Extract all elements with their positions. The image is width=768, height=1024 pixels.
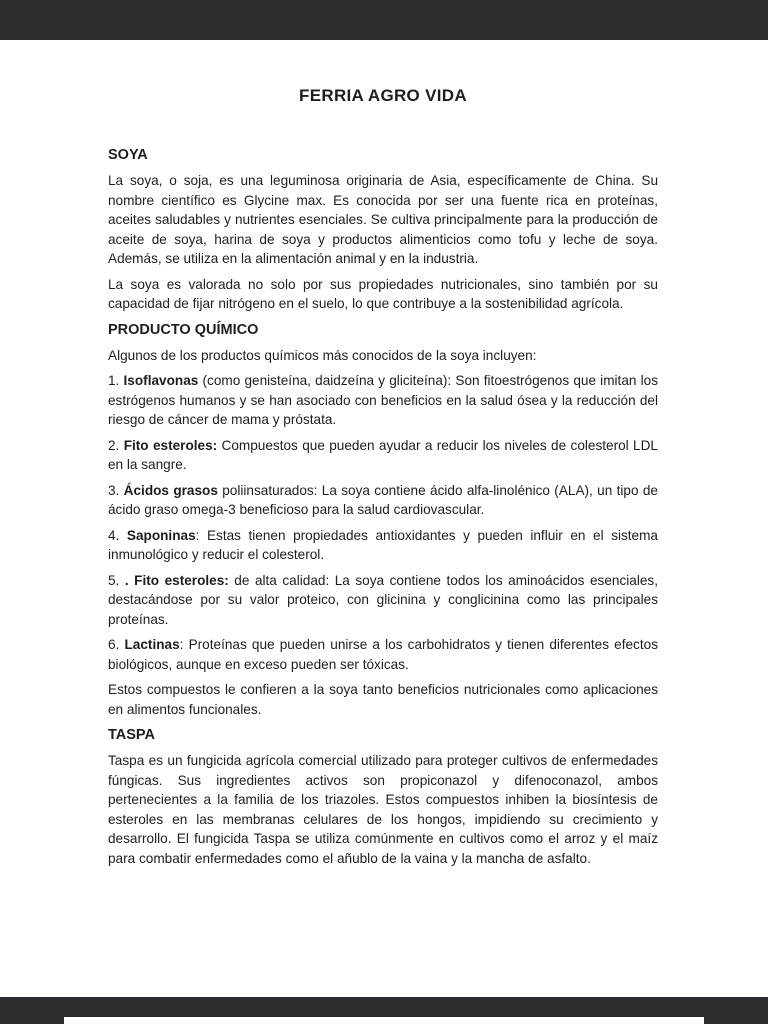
paragraph-text: 6. xyxy=(108,637,125,652)
paragraph-text: Estos compuestos le confieren a la soya tanto beneficios nutricionales como aplicaciones en alimentos funcionales. xyxy=(108,682,658,717)
paragraph-text: 1. xyxy=(108,373,124,388)
viewer-chrome-top xyxy=(0,0,768,40)
paragraph-text: 2. xyxy=(108,437,124,453)
paragraph xyxy=(108,346,658,366)
paragraph-text: (como genisteína, daidzeína y gliciteína): Son fitoestrógenos que imitan los estrógenos humanos y se han asociado con beneficios en la salud ósea y la reducción del riesgo de cáncer de mama y próstata. xyxy=(108,373,658,427)
paragraph-bold-text: Lactinas xyxy=(124,637,180,652)
paragraph-bold-text: Fito esteroles: xyxy=(123,437,218,453)
paragraph-bold-text: . Fito esteroles: xyxy=(124,572,229,588)
document-body xyxy=(108,145,658,868)
section-heading: TASPA xyxy=(108,727,155,743)
section-heading: PRODUCTO QUÍMICO xyxy=(108,321,259,338)
paragraph xyxy=(108,751,658,868)
paragraph xyxy=(108,275,658,314)
paragraph-text: poliinsaturados: La soya contiene ácido alfa-linolénico (ALA), un tipo de ácido graso omega-3 beneficioso para la salud cardiovascular. xyxy=(108,482,658,517)
paragraph-bold-text: Ácidos grasos xyxy=(123,482,218,498)
paragraph xyxy=(108,481,658,520)
section-heading: SOYA xyxy=(108,147,148,163)
paragraph-text: Compuestos que pueden ayudar a reducir los niveles de colesterol LDL en la sangre. xyxy=(108,437,658,472)
paragraph-text: : Proteínas que pueden unirse a los carbohidratos y tienen diferentes efectos biológicos, aunque en exceso pueden ser tóxicas. xyxy=(108,637,658,672)
paragraph xyxy=(108,680,658,719)
paragraph-bold-text: Saponinas xyxy=(126,527,196,543)
document-title-block xyxy=(108,85,658,106)
next-page-edge xyxy=(64,1017,704,1024)
paragraph-text: Taspa es un fungicida agrícola comercial utilizado para proteger cultivos de enfermedades fúngicas. Sus ingredientes activos son propiconazol y difenoconazol, ambos pertenecientes a la familia de los triazoles. Estos compuestos inhiben la biosíntesis de esteroles en las membranas celulares de los hongos, impidiendo su crecimiento y desarrollo. El fungicida Taspa se utiliza comúnmente en cultivos como el arroz y el maíz para combatir enfermedades como el añublo de la vaina y la mancha de asfalto. xyxy=(108,753,658,866)
paragraph xyxy=(108,526,658,565)
paragraph-text: : Estas tienen propiedades antioxidantes y pueden influir en el sistema inmunológico y reducir el colesterol. xyxy=(108,527,658,562)
paragraph-text: 3. xyxy=(108,482,124,498)
paragraph xyxy=(108,371,658,430)
document-page xyxy=(0,40,768,997)
paragraph-text: Algunos de los productos químicos más conocidos de la soya incluyen: xyxy=(108,347,537,363)
paragraph xyxy=(108,571,658,630)
paragraph-text: La soya es valorada no solo por sus propiedades nutricionales, sino también por su capacidad de fijar nitrógeno en el suelo, lo que contribuye a la sostenibilidad agrícola. xyxy=(108,276,658,311)
paragraph-text: 4. xyxy=(108,527,127,543)
paragraph-text: La soya, o soja, es una leguminosa originaria de Asia, específicamente de China. Su nombre científico es Glycine max. Es conocida por ser una fuente rica en proteínas, aceites saludables y nutrientes esenciales. Se cultiva principalmente para la producción de aceite de soya, harina de soya y productos alimenticios como tofu y leche de soya. Además, se utiliza en la alimentación animal y en la industria. xyxy=(108,173,658,266)
paragraph xyxy=(108,635,658,674)
paragraph-bold-text: Isoflavonas xyxy=(123,373,199,388)
paragraph-text: de alta calidad: La soya contiene todos los aminoácidos esenciales, destacándose por su valor proteico, con glicinina y conglicinina como las principales proteínas. xyxy=(108,572,658,627)
paragraph-text: 5. xyxy=(108,572,125,588)
paragraph xyxy=(108,436,658,475)
paragraph xyxy=(108,171,658,269)
document-title: FERRIA AGRO VIDA xyxy=(299,86,467,105)
